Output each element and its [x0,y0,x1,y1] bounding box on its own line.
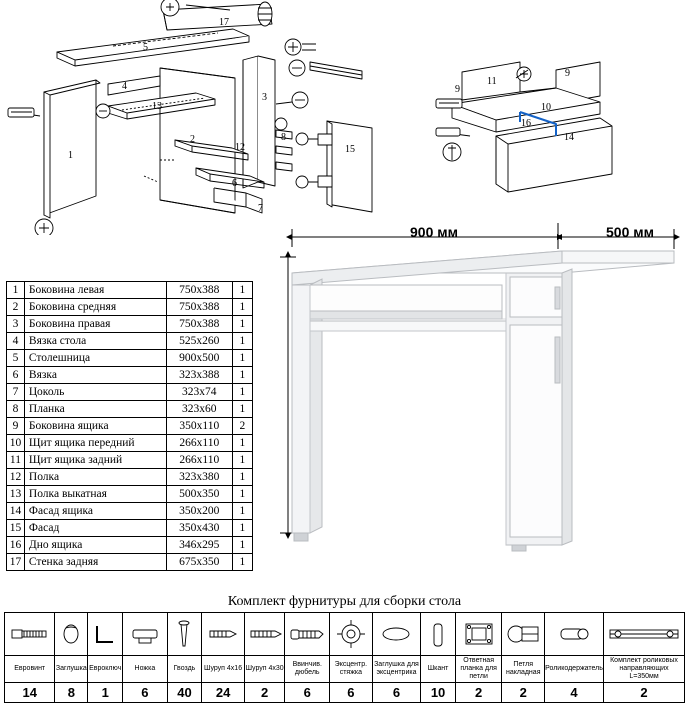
part-number: 1 [7,282,25,299]
kit-item-qty: 10 [421,683,456,703]
kit-item-qty: 4 [545,683,604,703]
kit-item-qty: 14 [5,683,55,703]
part-qty: 1 [232,452,252,469]
part-name: Боковина средняя [24,299,166,316]
table-row [7,350,253,367]
part-name: Стенка задняя [24,554,166,571]
kit-item-qty: 2 [502,683,545,703]
svg-text:6: 6 [232,178,237,189]
svg-text:14: 14 [564,132,574,143]
part-number: 9 [7,418,25,435]
kit-item-qty: 1 [88,683,123,703]
table-row [7,554,253,571]
part-number: 13 [7,486,25,503]
table-row [7,520,253,537]
table-row [7,282,253,299]
cap-icon [55,613,88,656]
part-qty: 1 [232,469,252,486]
part-size: 323x388 [166,367,232,384]
svg-text:8: 8 [281,132,286,143]
kit-item-name: Ответная планка для петли [455,656,502,683]
part-qty: 1 [232,282,252,299]
table-row [7,503,253,520]
part-size: 266x110 [166,452,232,469]
exploded-assembly-diagram [0,0,689,235]
hinge-plate-icon [455,613,502,656]
part-size: 350x430 [166,520,232,537]
part-number: 17 [7,554,25,571]
table-row [7,435,253,452]
part-size: 675x350 [166,554,232,571]
part-name: Фасад ящика [24,503,166,520]
table-row [7,367,253,384]
kit-item-qty: 2 [455,683,502,703]
table-row [7,384,253,401]
part-qty: 1 [232,316,252,333]
part-size: 350x200 [166,503,232,520]
part-number: 4 [7,333,25,350]
table-row [7,537,253,554]
kit-item-name: Шуруп 4x30 [244,656,285,683]
part-name: Полка выкатная [24,486,166,503]
part-qty: 1 [232,350,252,367]
part-name: Боковина левая [24,282,166,299]
roller-holder-icon [545,613,604,656]
kit-item-name: Ножка [123,656,168,683]
hardware-kit-title: Комплект фурнитуры для сборки стола [227,594,462,609]
nail-icon [167,613,202,656]
part-number: 6 [7,367,25,384]
svg-text:7: 7 [258,203,263,214]
part-qty: 1 [232,435,252,452]
kit-item-qty: 8 [55,683,88,703]
part-name: Боковина ящика [24,418,166,435]
eccentric-tie-icon [330,613,373,656]
table-row [7,452,253,469]
table-row [7,333,253,350]
svg-text:9: 9 [565,68,570,79]
allen-key-icon [88,613,123,656]
part-name: Щит ящика передний [24,435,166,452]
table-row [7,316,253,333]
svg-text:9: 9 [455,84,460,95]
kit-item-name: Эксцентр. стяжка [330,656,373,683]
part-number: 7 [7,384,25,401]
slide-set-icon [604,613,685,656]
part-number: 12 [7,469,25,486]
part-qty: 1 [232,537,252,554]
kit-item-qty: 40 [167,683,202,703]
svg-text:5: 5 [143,42,148,53]
part-name: Дно ящика [24,537,166,554]
svg-text:1: 1 [68,150,73,161]
kit-item-qty: 24 [202,683,245,703]
foot-icon [123,613,168,656]
svg-text:13: 13 [152,101,162,112]
part-size: 266x110 [166,435,232,452]
table-row [7,401,253,418]
part-name: Щит ящика задний [24,452,166,469]
svg-text:10: 10 [541,102,551,113]
svg-text:3: 3 [262,92,267,103]
part-number: 16 [7,537,25,554]
svg-text:17: 17 [219,17,229,28]
part-size: 750x388 [166,282,232,299]
screw-in-dowel-icon [285,613,330,656]
part-size: 900x500 [166,350,232,367]
kit-item-name: Комплект роликовых направляющих L=350мм [604,656,685,683]
part-number: 5 [7,350,25,367]
kit-item-qty: 6 [372,683,421,703]
part-qty: 1 [232,401,252,418]
kit-item-name: Заглушка [55,656,88,683]
table-row [7,469,253,486]
part-number: 8 [7,401,25,418]
part-qty: 1 [232,367,252,384]
part-name: Планка [24,401,166,418]
part-name: Вязка стола [24,333,166,350]
kit-item-qty: 6 [285,683,330,703]
part-name: Полка [24,469,166,486]
part-size: 525x260 [166,333,232,350]
part-qty: 1 [232,554,252,571]
parts-list-table [6,281,253,571]
part-name: Цоколь [24,384,166,401]
part-number: 15 [7,520,25,537]
kit-item-qty: 2 [244,683,285,703]
part-size: 323x60 [166,401,232,418]
eccentric-cap-icon [372,613,421,656]
svg-text:11: 11 [487,76,497,87]
part-size: 750x388 [166,299,232,316]
part-qty: 2 [232,418,252,435]
part-name: Столешница [24,350,166,367]
part-size: 500x350 [166,486,232,503]
kit-item-name: Роликодержатель [545,656,604,683]
part-name: Фасад [24,520,166,537]
dimension-depth-label: 500 мм [606,224,654,240]
part-qty: 1 [232,299,252,316]
kit-item-name: Евровинт [5,656,55,683]
part-qty: 1 [232,486,252,503]
svg-text:4: 4 [122,81,127,92]
hinge-icon [502,613,545,656]
kit-item-name: Ввинчив. дюбель [285,656,330,683]
part-number: 3 [7,316,25,333]
svg-text:15: 15 [345,144,355,155]
kit-name-row [5,656,685,683]
part-size: 350x110 [166,418,232,435]
kit-item-name: Заглушка для эксцентрика [372,656,421,683]
kit-item-name: Шуруп 4x16 [202,656,245,683]
part-name: Боковина правая [24,316,166,333]
screw-4x16-icon [202,613,245,656]
kit-item-name: Евроключ [88,656,123,683]
part-number: 14 [7,503,25,520]
part-qty: 1 [232,333,252,350]
kit-item-qty: 6 [123,683,168,703]
table-row [7,418,253,435]
kit-item-name: Гвоздь [167,656,202,683]
kit-item-qty: 6 [330,683,373,703]
desk-render [262,215,687,565]
svg-text:16: 16 [521,118,531,129]
part-size: 346x295 [166,537,232,554]
hardware-kit-table [4,612,685,703]
table-row [7,486,253,503]
part-qty: 1 [232,503,252,520]
svg-text:2: 2 [190,134,195,145]
part-size: 750x388 [166,316,232,333]
screw-4x30-icon [244,613,285,656]
kit-icon-row [5,613,685,656]
part-qty: 1 [232,384,252,401]
part-size: 323x380 [166,469,232,486]
kit-item-name: Шкант [421,656,456,683]
table-row [7,299,253,316]
kit-item-qty: 2 [604,683,685,703]
dowel-icon [421,613,456,656]
euro-screw-icon [5,613,55,656]
kit-item-name: Петля накладная [502,656,545,683]
part-name: Вязка [24,367,166,384]
part-number: 2 [7,299,25,316]
part-number: 11 [7,452,25,469]
svg-text:12: 12 [235,142,245,153]
part-size: 323x74 [166,384,232,401]
parts-list-body [7,282,253,571]
dimension-width-label: 900 мм [410,224,458,240]
part-qty: 1 [232,520,252,537]
part-number: 10 [7,435,25,452]
